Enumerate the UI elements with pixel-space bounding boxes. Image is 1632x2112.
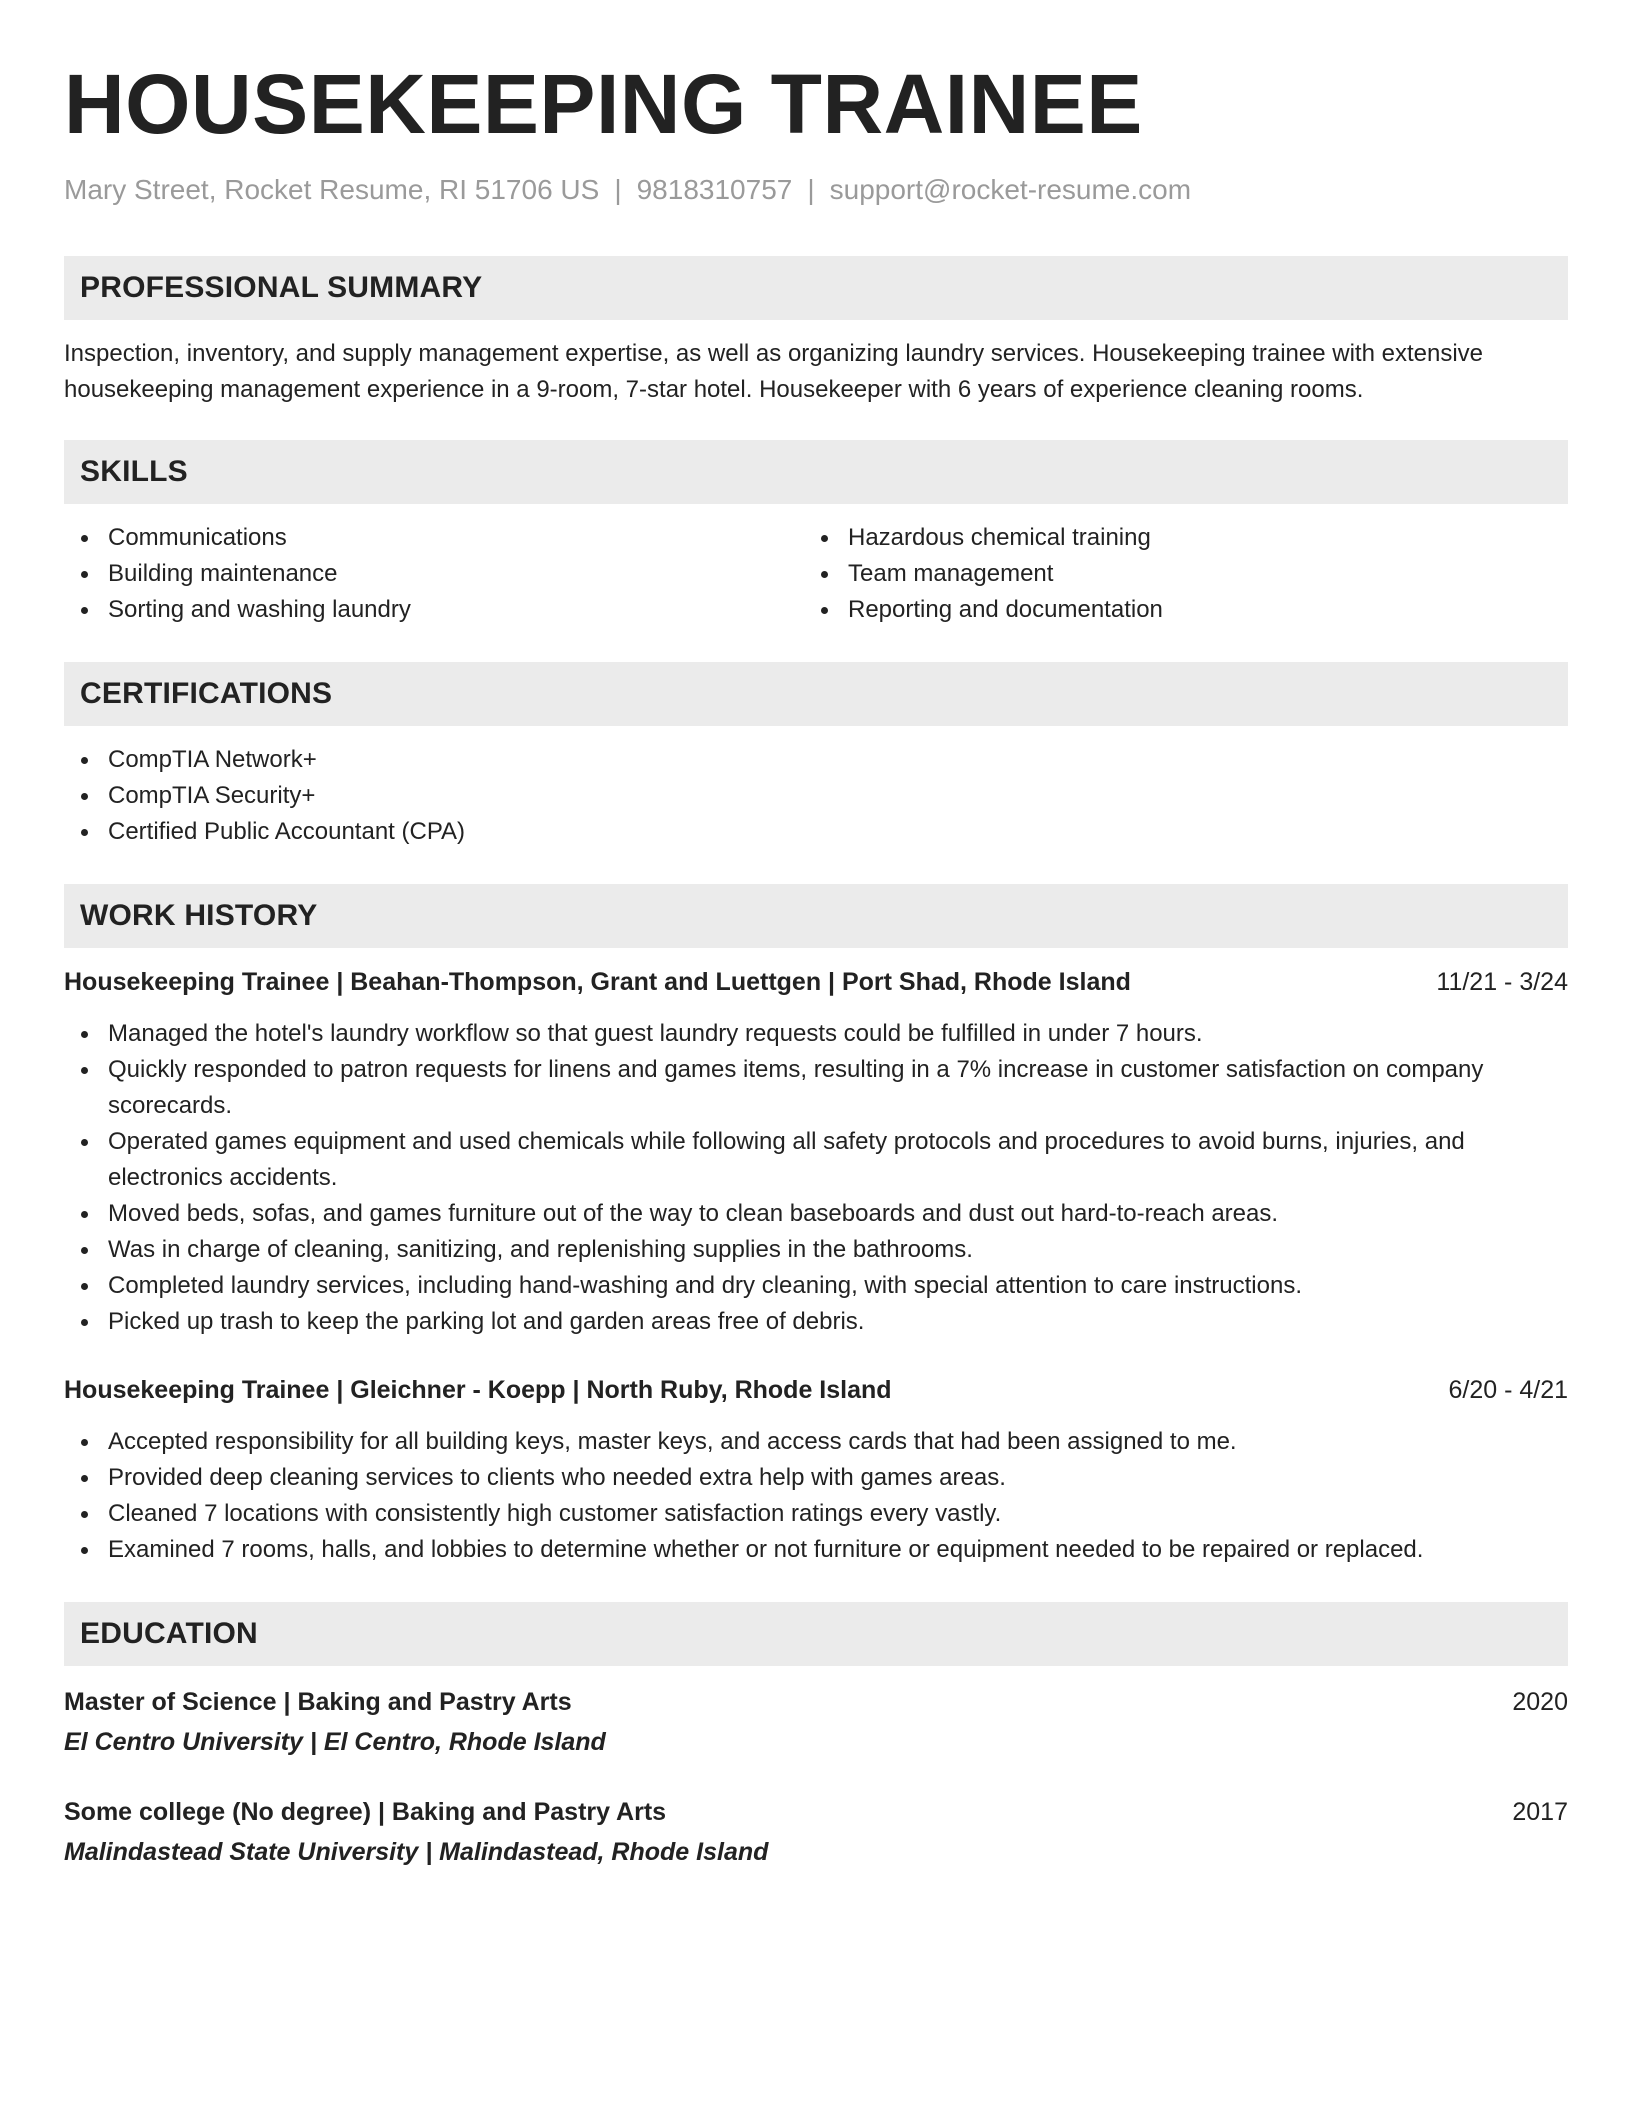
skill-item: Sorting and washing laundry bbox=[64, 592, 804, 628]
certifications-section bbox=[64, 662, 1568, 850]
education-heading: EDUCATION bbox=[64, 1602, 1568, 1666]
job-bullet: Examined 7 rooms, halls, and lobbies to determine whether or not furniture or equipment needed to be repaired or replaced. bbox=[64, 1532, 1568, 1568]
job-entry bbox=[64, 1372, 1568, 1568]
job-bullet: Cleaned 7 locations with consistently high customer satisfaction ratings every vastly. bbox=[64, 1496, 1568, 1532]
education-header bbox=[64, 1684, 1568, 1720]
contact-email: support@rocket-resume.com bbox=[829, 174, 1192, 205]
skills-grid bbox=[64, 520, 1568, 628]
job-bullet: Quickly responded to patron requests for linens and games items, resulting in a 7% increase in customer satisfaction on company scorecards. bbox=[64, 1052, 1568, 1124]
certification-item: CompTIA Security+ bbox=[64, 778, 1568, 814]
certifications-list bbox=[64, 742, 1568, 850]
job-bullet: Operated games equipment and used chemicals while following all safety protocols and procedures to avoid burns, injuries, and electronics accidents. bbox=[64, 1124, 1568, 1196]
job-bullet: Provided deep cleaning services to clients who needed extra help with games areas. bbox=[64, 1460, 1568, 1496]
skill-item: Reporting and documentation bbox=[804, 592, 1544, 628]
summary-heading: PROFESSIONAL SUMMARY bbox=[64, 256, 1568, 320]
education-entry bbox=[64, 1794, 1568, 1870]
job-bullets bbox=[64, 1016, 1568, 1340]
education-school: El Centro University | El Centro, Rhode Island bbox=[64, 1728, 606, 1756]
contact-phone: 9818310757 bbox=[636, 174, 793, 205]
certification-item: CompTIA Network+ bbox=[64, 742, 1568, 778]
education-year: 2020 bbox=[1512, 1688, 1568, 1716]
education-year: 2017 bbox=[1512, 1798, 1568, 1826]
job-bullet: Completed laundry services, including hand-washing and dry cleaning, with special attention to care instructions. bbox=[64, 1268, 1568, 1304]
skills-section bbox=[64, 440, 1568, 628]
education-degree: Master of Science | Baking and Pastry Arts bbox=[64, 1688, 572, 1716]
education-school: Malindastead State University | Malindastead, Rhode Island bbox=[64, 1838, 769, 1866]
certification-item: Certified Public Accountant (CPA) bbox=[64, 814, 1568, 850]
job-bullet: Was in charge of cleaning, sanitizing, and replenishing supplies in the bathrooms. bbox=[64, 1232, 1568, 1268]
education-header bbox=[64, 1794, 1568, 1830]
contact-separator: | bbox=[807, 174, 815, 205]
work-history-heading: WORK HISTORY bbox=[64, 884, 1568, 948]
education-degree: Some college (No degree) | Baking and Pastry Arts bbox=[64, 1798, 667, 1826]
skills-heading: SKILLS bbox=[64, 440, 1568, 504]
job-bullet: Accepted responsibility for all building keys, master keys, and access cards that had been assigned to me. bbox=[64, 1424, 1568, 1460]
job-entry bbox=[64, 964, 1568, 1340]
certifications-heading: CERTIFICATIONS bbox=[64, 662, 1568, 726]
job-title: Housekeeping Trainee | Gleichner - Koepp | North Ruby, Rhode Island bbox=[64, 1376, 892, 1404]
skill-item: Hazardous chemical training bbox=[804, 520, 1544, 556]
education-section bbox=[64, 1602, 1568, 1870]
job-header bbox=[64, 1372, 1568, 1408]
skill-item: Communications bbox=[64, 520, 804, 556]
contact-address: Mary Street, Rocket Resume, RI 51706 US bbox=[64, 174, 600, 205]
summary-section bbox=[64, 256, 1568, 408]
contact-line bbox=[64, 172, 1568, 208]
job-bullet: Picked up trash to keep the parking lot and garden areas free of debris. bbox=[64, 1304, 1568, 1340]
skills-list-left bbox=[64, 520, 804, 628]
education-entry bbox=[64, 1684, 1568, 1760]
job-header bbox=[64, 964, 1568, 1000]
skill-item: Team management bbox=[804, 556, 1544, 592]
contact-separator: | bbox=[614, 174, 622, 205]
skills-list-right bbox=[804, 520, 1544, 628]
resume-title: HOUSEKEEPING TRAINEE bbox=[64, 57, 1143, 151]
job-bullets bbox=[64, 1424, 1568, 1568]
job-dates: 6/20 - 4/21 bbox=[1448, 1376, 1568, 1404]
job-bullet: Managed the hotel's laundry workflow so that guest laundry requests could be fulfilled in under 7 hours. bbox=[64, 1016, 1568, 1052]
job-dates: 11/21 - 3/24 bbox=[1436, 968, 1568, 996]
summary-text: Inspection, inventory, and supply management expertise, as well as organizing laundry services. Housekeeping trainee with extensive housekeeping management experience in a 9-room, 7-star hotel. Housekeeper with 6 years of experience cleaning rooms. bbox=[64, 340, 1483, 403]
job-title: Housekeeping Trainee | Beahan-Thompson, Grant and Luettgen | Port Shad, Rhode Island bbox=[64, 968, 1131, 996]
job-bullet: Moved beds, sofas, and games furniture out of the way to clean baseboards and dust out hard-to-reach areas. bbox=[64, 1196, 1568, 1232]
work-history-section bbox=[64, 884, 1568, 1568]
skill-item: Building maintenance bbox=[64, 556, 804, 592]
